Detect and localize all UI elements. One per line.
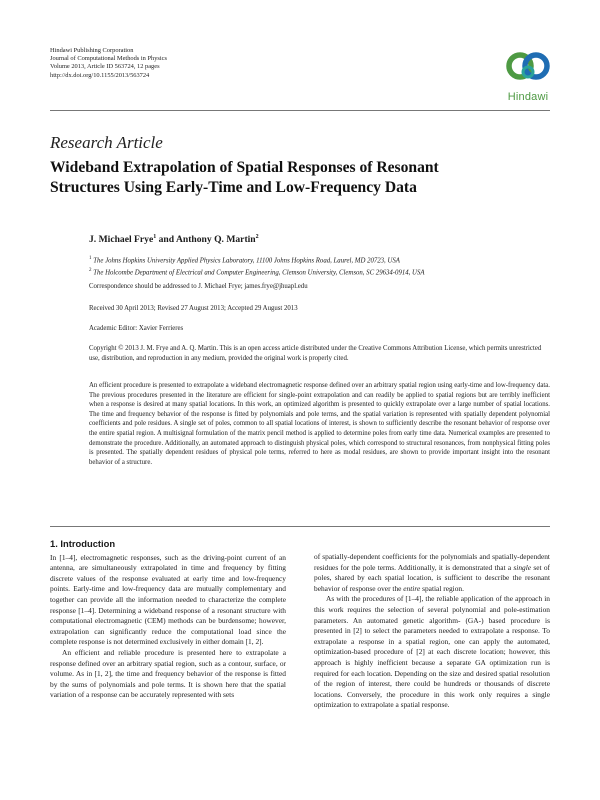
intro-paragraph-3-part-a: of spatially-dependent coefficients for the polynomials and spatially-dependent residues for the pole terms. Additionally, it is demonstrated that a bbox=[314, 552, 550, 572]
intro-paragraph-4: As with the procedures of [1–4], the reliable application of the approach in this work requires the selection of several polynomial and pole-estimation parameters. An automated genetic algorithm- (GA-) based procedure is presented in [2] to select the parameters needed to extrapolate a response. To extrapolate a response in a spatial region, one can apply the automated, optimization-based procedure of [2] at each discrete location; however, this approach is highly inefficient because a separate GA optimization run is required for each location. Depending on the size and desired spatial resolution of the region of interest, there could be hundreds or thousands of discrete locations. Conversely, the procedure in this work only requires a single optimization to extrapolate a spatial response. bbox=[314, 594, 550, 710]
author-1-affiliation-mark: 1 bbox=[153, 234, 157, 240]
affiliation-1 bbox=[89, 254, 550, 266]
intro-paragraph-1: In [1–4], electromagnetic responses, such as the driving-point current of an antenna, are simultaneously extrapolated in time and frequency by fitting discrete values of the response evaluated at early time and low-frequency points. Early-time and low-frequency data are mutually complementary and together can provide all the information needed to characterize the complete response [1–4]. Determining a wideband response of a resonant structure with computational electromagnetic (CEM) methods can be burdensome; however, extrapolation can significantly reduce the computational load since the complete response is not determined exclusively in either domain [1, 2]. bbox=[50, 552, 286, 647]
affiliation-2 bbox=[89, 266, 550, 278]
title-line-1: Wideband Extrapolation of Spatial Responses of Resonant bbox=[50, 159, 439, 176]
publisher-name: Hindawi Publishing Corporation bbox=[50, 47, 134, 54]
paper-title bbox=[50, 158, 550, 197]
affiliations bbox=[89, 254, 550, 278]
title-line-2: Structures Using Early-Time and Low-Frequency Data bbox=[50, 178, 417, 196]
article-type: Research Article bbox=[50, 133, 163, 152]
emphasis-single: single bbox=[513, 562, 532, 572]
journal-metadata bbox=[50, 47, 167, 80]
left-column bbox=[50, 539, 286, 701]
volume-info: Volume 2013, Article ID 563724, 12 pages bbox=[50, 63, 160, 71]
correspondence: Correspondence should be addressed to J. Michael Frye; james.frye@jhuapl.edu bbox=[89, 283, 308, 290]
article-dates: Received 30 April 2013; Revised 27 August 2013; Accepted 29 August 2013 bbox=[89, 305, 298, 312]
intro-paragraph-3-part-b: set of poles, shared by each spatial location, is sufficient to describe the resonant behavior of response over the bbox=[314, 562, 550, 593]
affiliation-2-text: The Holcombe Department of Electrical and Computer Engineering, Clemson University, Clemson, SC 29634-0914, USA bbox=[91, 269, 425, 277]
emphasis-entire: entire bbox=[403, 583, 421, 593]
abstract: An efficient procedure is presented to extrapolate a wideband electromagnetic response defined over an arbitrary spatial region using early-time and low-frequency data. The previous procedures presented in the literature are efficient for single-point extrapolation and can readily be applied to spatial regions but are terribly inefficient when a response is desired at many spatial locations. In this work, an optimized algorithm is presented to quickly extrapolate over a large number of spatial locations. The time and frequency behavior of the response is fitted by polynomials and pole terms, and the spatial variation is represented with spatially dependent polynomial coefficients and pole residues. A single set of poles, common to all spatial locations of interest, is shown to sufficiently describe the resonant behavior of response over the entire spatial region. A multisignal formulation of the matrix pencil method is applied to determine poles from early time data. Numerical examples are presented to demonstrate the procedure. Additionally, an automated approach to distinguish physical poles, which correspond to structural resonances, from nonphysical fitting poles is presented. The spatially dependent residues of physical pole terms, referred to here as modal residues, are shown to provide important insight into the resonant behavior of a structure. bbox=[89, 382, 550, 466]
abstract-divider bbox=[50, 526, 550, 527]
intro-paragraph-2: An efficient and reliable procedure is presented here to extrapolate a response defined over an arbitrary spatial region, such as a contour, surface, or volume. As in [1, 2], the time and frequency behavior of the response is fitted by the sums of polynomials and pole terms. It is shown here that the spatial variation of a response can be accurately represented with sets bbox=[50, 647, 286, 700]
journal-name: Journal of Computational Methods in Physics bbox=[50, 55, 167, 63]
affiliation-1-mark: 1 bbox=[89, 256, 92, 261]
header-divider bbox=[50, 110, 550, 111]
section-heading: 1. Introduction bbox=[50, 538, 116, 549]
hindawi-logo-text: Hindawi bbox=[507, 91, 549, 103]
intro-paragraph-3-part-c: spatial region. bbox=[420, 583, 464, 593]
author-1: J. Michael Frye bbox=[89, 234, 154, 246]
author-2-affiliation-mark: 2 bbox=[255, 234, 259, 240]
intro-paragraph-3 bbox=[314, 552, 550, 594]
author-connector: and bbox=[156, 234, 176, 246]
author-2: Anthony Q. Martin bbox=[175, 234, 256, 246]
right-column bbox=[314, 552, 550, 711]
doi-link[interactable]: http://dx.doi.org/10.1155/2013/563724 bbox=[50, 71, 150, 79]
copyright-notice: Copyright © 2013 J. M. Frye and A. Q. Martin. This is an open access article distributed under the Creative Commons Attribution License, which permits unrestricted use, distribution, and reproduction in any medium, provided the original work is properly cited. bbox=[89, 345, 542, 362]
affiliation-2-mark: 2 bbox=[89, 267, 92, 273]
academic-editor: Academic Editor: Xavier Ferrieres bbox=[89, 325, 184, 332]
author-list bbox=[89, 234, 259, 245]
affiliation-1-text: The Johns Hopkins University Applied Physics Laboratory, 11100 Johns Hopkins Road, Laurel, MD 20723, USA bbox=[91, 257, 400, 265]
